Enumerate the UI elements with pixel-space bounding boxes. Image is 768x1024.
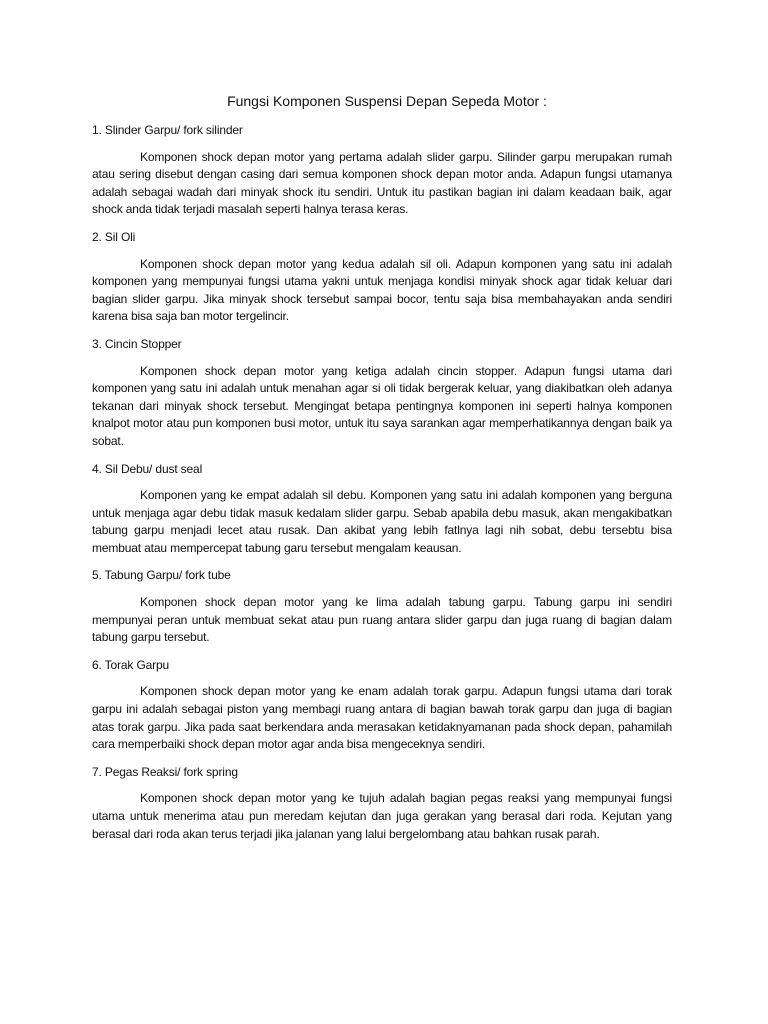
section-heading: 4. Sil Debu/ dust seal [92, 461, 203, 476]
section-heading: 7. Pegas Reaksi/ fork spring [92, 764, 238, 779]
section-paragraph: Komponen shock depan motor yang ketiga adalah cincin stopper. Adapun fungsi utama dari komponen yang satu ini adalah untuk menahan agar si oli tidak bergerak keluar, yang diakibatkan oleh adanya tekanan dari minyak shock tersebut. Mengingat betapa pentingnya komponen ini seperti halnya komponen knalpot motor atau pun komponen busi motor, untuk itu saya sarankan agar memperhatikannya dengan baik ya sobat. [92, 363, 672, 448]
section [92, 567, 672, 646]
section-paragraph: Komponen shock depan motor yang pertama adalah slider garpu. Silinder garpu merupakan rumah atau sering disebut dengan casing dari semua komponen shock depan motor anda. Adapun fungsi utamanya adalah sebagai wadah dari minyak shock itu sendiri. Untuk itu pastikan bagian ini dalam keadaan baik, agar shock anda tidak terjadi masalah seperti halnya terasa keras. [92, 149, 672, 217]
section-heading: 2. Sil Oli [92, 229, 136, 244]
section-heading: 3. Cincin Stopper [92, 336, 182, 351]
document-body [92, 91, 672, 853]
section-paragraph: Komponen shock depan motor yang ke lima adalah tabung garpu. Tabung garpu ini sendiri mempunyai peran untuk membuat sekat atau pun ruang antara slider garpu dan juga ruang di bagian dalam tabung garpu tersebut. [92, 595, 672, 645]
section-paragraph: Komponen yang ke empat adalah sil debu. Komponen yang satu ini adalah komponen yang berguna untuk menjaga agar debu tidak masuk kedalam slider garpu. Sebab apabila debu masuk, akan mengakibatkan tabung garpu menjadi lecet atau rusak. Dan akibat yang lebih fatlnya lagi nih sobat, debu tersebtu bisa membuat atau mempercepat tabung garu tersebut mengalam keausan. [92, 488, 672, 555]
section-paragraph: Komponen shock depan motor yang ke tujuh adalah bagian pegas reaksi yang mempunyai fungsi utama untuk menerima atau pun meredam kejutan dan juga gerakan yang berasal dari roda. Kejutan yang berasal dari roda akan terus terjadi jika jalanan yang lalui bergelombang atau bahkan rusak parah. [92, 791, 672, 841]
section [92, 122, 672, 219]
section [92, 229, 672, 326]
document-title: Fungsi Komponen Suspensi Depan Sepeda Motor : [227, 93, 547, 109]
section [92, 336, 672, 451]
section [92, 764, 672, 843]
section-heading: 1. Slinder Garpu/ fork silinder [92, 123, 243, 137]
section-paragraph: Komponen shock depan motor yang ke enam adalah torak garpu. Adapun fungsi utama dari torak garpu ini adalah sebagai piston yang membagi ruang antara di bagian bawah torak garpu dan juga di bagian atas torak garpu. Jika pada saat berkendara anda merasakan ketidaknyamanan pada shock depan, pahamilah cara memperbaiki shock depan motor agar anda bisa mengeceknya sendiri. [92, 684, 672, 752]
section-heading: 6. Torak Garpu [92, 657, 170, 672]
section [92, 461, 672, 558]
section-heading: 5. Tabung Garpu/ fork tube [92, 568, 231, 583]
section-paragraph: Komponen shock depan motor yang kedua adalah sil oli. Adapun komponen yang satu ini adalah komponen yang mempunyai fungsi utama yakni untuk menjaga kondisi minyak shock agar tidak keluar dari bagian slider garpu. Jika minyak shock tersebut sampai bocor, tentu saja bisa membahayakan anda sendiri karena bisa saja ban motor tergelincir. [92, 256, 672, 324]
section [92, 657, 672, 754]
